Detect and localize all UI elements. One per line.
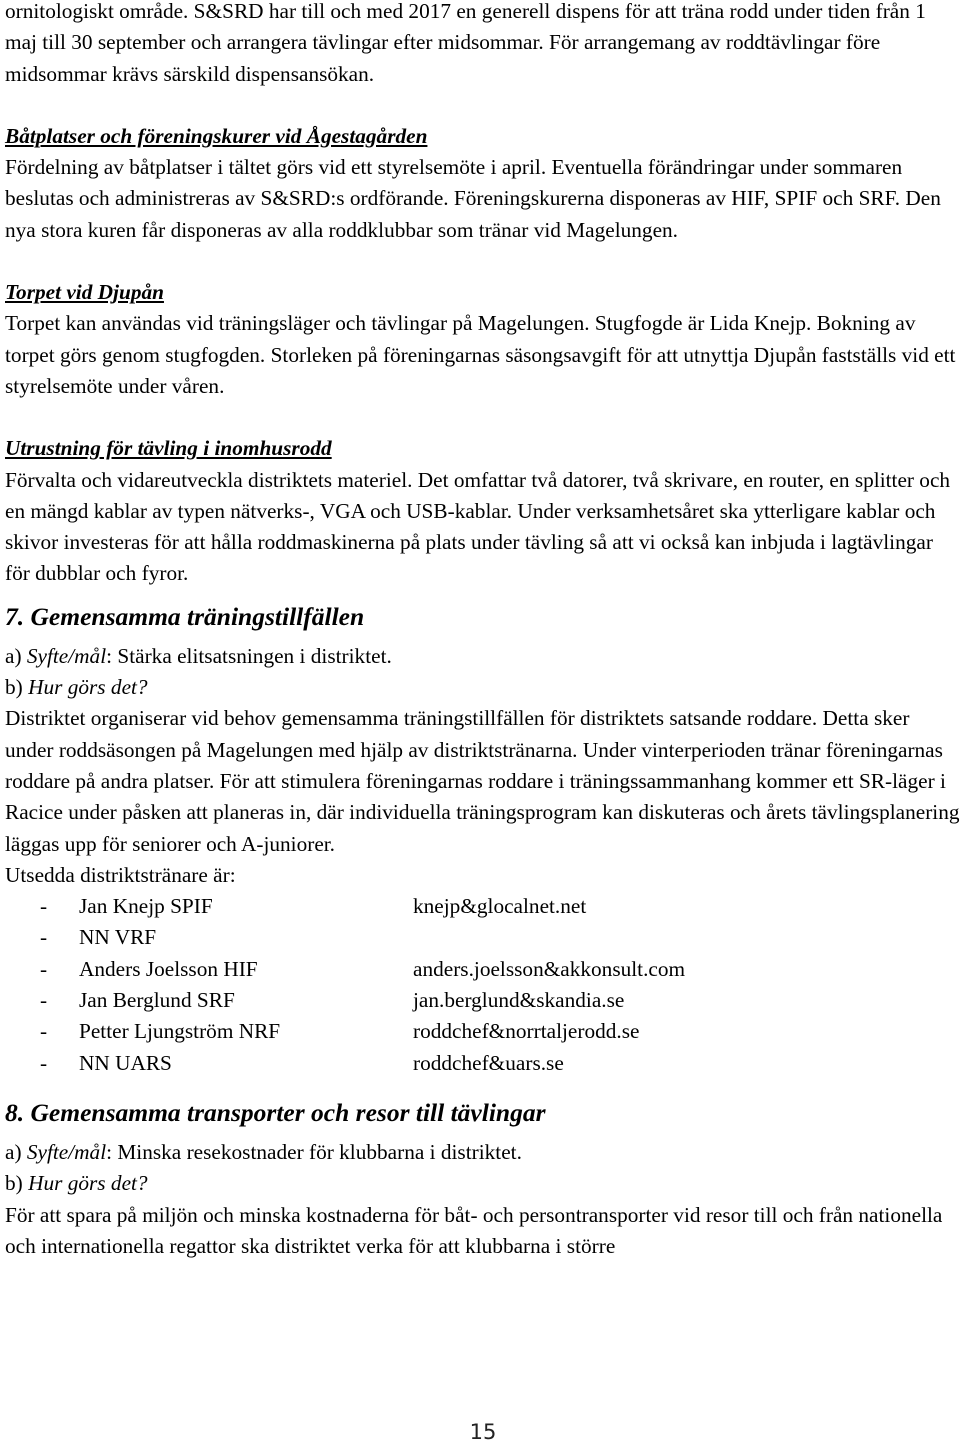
coach-email: roddchef&norrtaljerodd.se xyxy=(413,1019,640,1044)
coach-name: Petter Ljungström NRF xyxy=(79,1019,281,1044)
boatplaces-heading: Båtplatser och föreningskurer vid Ågestagården xyxy=(5,123,428,148)
section8-b-prefix: b) xyxy=(5,1171,29,1196)
section8-a-prefix: a) xyxy=(5,1139,27,1164)
section-boatplaces xyxy=(5,121,960,246)
coaches-list xyxy=(5,891,960,1079)
section8-body: För att spara på miljön och minska kostnaderna för båt- och persontransporter vid resor till och från nationella och internationella regattor ska distriktet verka för att klubbarna i större xyxy=(5,1202,943,1258)
coaches-intro: Utsedda distriktstränare är: xyxy=(5,862,236,887)
list-item xyxy=(5,922,960,953)
section7-body: Distriktet organiserar vid behov gemensamma träningstillfällen för distriktets satsande roddare. Detta sker under roddsäsongen på Magelungen med hjälp av distriktstränarna. Under vinterperioden tränar föreningarnas roddare på andra platser. För att stimulera föreningarnas roddare i träningssammanhang kommer ett SR-läger i Racice under påsken att planeras in, där individuella träningsprogram kan diskuteras och årets tävlingsplanering läggas upp för seniorer och A-juniorer. xyxy=(5,706,960,856)
list-dash: - xyxy=(40,988,48,1013)
coach-email: anders.joelsson&akkonsult.com xyxy=(413,956,686,981)
section7-b-prefix: b) xyxy=(5,675,29,700)
torpet-text: Torpet kan användas vid träningsläger och tävlingar på Magelungen. Stugfogde är Lida Knejp. Bokning av torpet görs genom stugfogden. Storleken på föreningarnas säsongsavgift för att utnyttja Djupån fastställs vid ett styrelsemöte under våren. xyxy=(5,311,956,398)
section-7 xyxy=(5,600,960,1079)
section8-a-label: Syfte/mål xyxy=(26,1139,107,1164)
page-number: 15 xyxy=(469,1420,497,1444)
section8-purpose xyxy=(5,1137,960,1168)
list-item xyxy=(5,1016,960,1047)
equipment-text: Förvalta och vidareutveckla distriktets materiel. Det omfattar två datorer, två skrivare, en router, en splitter och en mängd kablar av typen nätverks-, VGA och USB-kablar. Under verksamhetsåret ska ytterligare kablar och skivor investeras för att hålla roddmaskinerna på plats under tävling så att vi också kan inbjuda i lagtävlingar för dubblar och fyror. xyxy=(5,467,951,586)
coach-name: Anders Joelsson HIF xyxy=(79,956,258,981)
section8-a-text: : Minska resekostnader för klubbarna i distriktet. xyxy=(106,1139,522,1164)
equipment-heading: Utrustning för tävling i inomhusrodd xyxy=(5,436,332,461)
list-dash: - xyxy=(40,956,48,981)
section-torpet xyxy=(5,277,960,402)
section7-purpose xyxy=(5,641,960,672)
section8-b-label: Hur görs det? xyxy=(28,1171,148,1196)
boatplaces-text: Fördelning av båtplatser i tältet görs vid ett styrelsemöte i april. Eventuella förändringar under sommaren beslutas och administreras av S&SRD:s ordförande. Föreningskurerna disponeras av HIF, SPIF och SRF. Den nya stora kuren får disponeras av alla roddklubbar som tränar vid Magelungen. xyxy=(5,155,941,242)
list-item xyxy=(5,954,960,985)
torpet-heading: Torpet vid Djupån xyxy=(5,280,164,305)
list-item xyxy=(5,891,960,922)
coach-name: Jan Berglund SRF xyxy=(79,988,235,1013)
section8-heading: 8. Gemensamma transporter och resor till tävlingar xyxy=(5,1097,546,1127)
list-item xyxy=(5,985,960,1016)
list-dash: - xyxy=(40,925,48,950)
coach-email: jan.berglund&skandia.se xyxy=(413,988,625,1013)
intro-paragraph: ornitologiskt område. S&SRD har till och med 2017 en generell dispens för att träna rodd under tiden från 1 maj till 30 september och arrangera tävlingar efter midsommar. För arrangemang av roddtävlingar före midsommar krävs särskild dispensansökan. xyxy=(5,0,926,86)
document-page xyxy=(5,0,960,1262)
coach-name: NN VRF xyxy=(79,925,157,950)
coach-name: Jan Knejp SPIF xyxy=(79,894,213,919)
section-equipment xyxy=(5,433,960,589)
section7-b-label: Hur görs det? xyxy=(28,675,148,700)
coach-email: knejp&glocalnet.net xyxy=(413,894,587,919)
section7-heading: 7. Gemensamma träningstillfällen xyxy=(5,601,365,631)
section7-a-text: : Stärka elitsatsningen i distriktet. xyxy=(106,643,392,668)
coach-name: NN UARS xyxy=(79,1050,172,1075)
section7-how xyxy=(5,672,960,703)
section-8 xyxy=(5,1096,960,1262)
coach-email: roddchef&uars.se xyxy=(413,1050,564,1075)
list-dash: - xyxy=(40,1050,48,1075)
list-dash: - xyxy=(40,894,48,919)
list-item xyxy=(5,1048,960,1079)
section7-a-prefix: a) xyxy=(5,643,27,668)
section8-how xyxy=(5,1168,960,1199)
section7-a-label: Syfte/mål xyxy=(26,643,107,668)
list-dash: - xyxy=(40,1019,48,1044)
